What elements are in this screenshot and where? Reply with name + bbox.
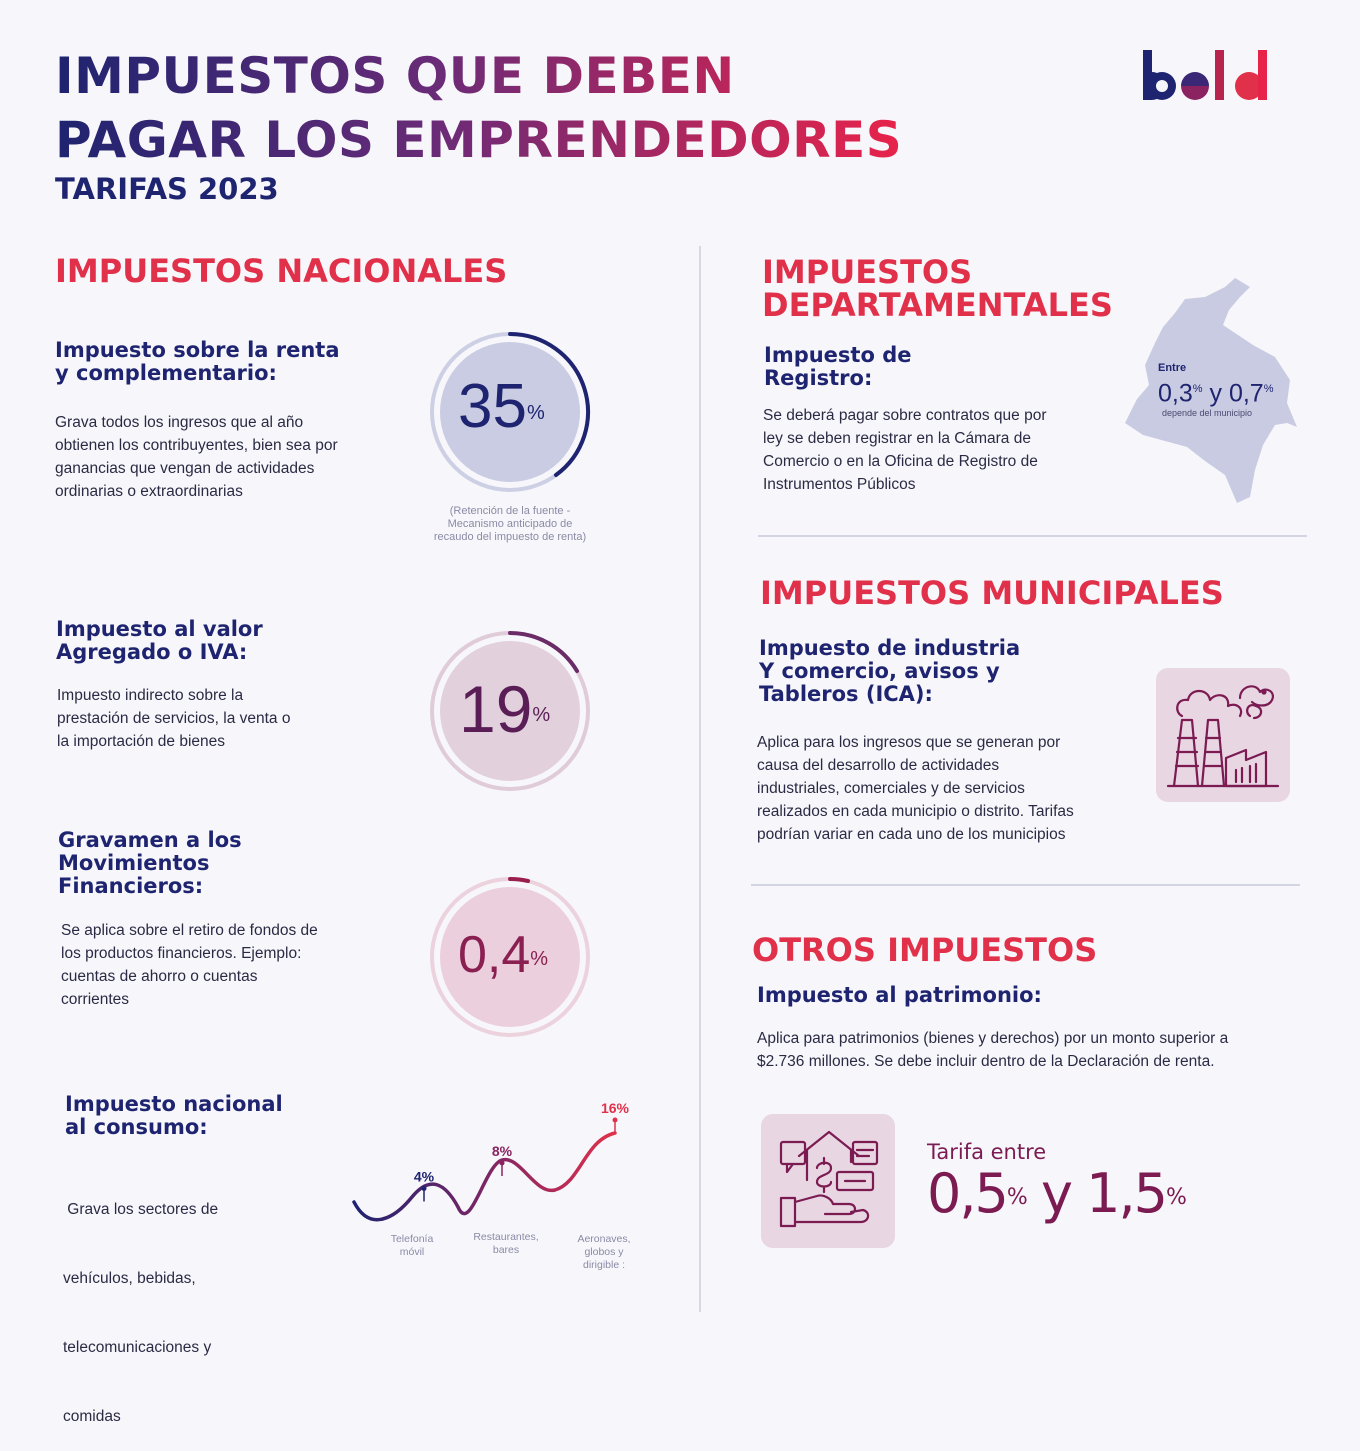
gmf-title-line3: Financieros: bbox=[58, 874, 204, 898]
renta-rate-value: 35 bbox=[458, 372, 527, 441]
chart-value-label: 4% bbox=[413, 1168, 435, 1185]
chart-category-label: globos y bbox=[584, 1246, 624, 1258]
chart-point bbox=[422, 1186, 427, 1191]
gmf-desc-line: cuentas de ahorro o cuentas bbox=[61, 968, 258, 985]
registro-desc-line: Instrumentos Públicos bbox=[763, 476, 916, 493]
section-heading-nacionales: IMPUESTOS NACIONALES bbox=[55, 252, 508, 290]
ica-title-line2: Y comercio, avisos y bbox=[759, 659, 1000, 683]
renta-title bbox=[55, 339, 340, 385]
chart-category-label: Restaurantes, bbox=[473, 1231, 539, 1243]
iva-rate bbox=[459, 672, 550, 746]
section-heading-otros: OTROS IMPUESTOS bbox=[752, 931, 1098, 969]
gmf-rate-pct: % bbox=[530, 948, 549, 970]
consumo-title bbox=[65, 1093, 283, 1139]
consumo-rate-chart bbox=[340, 1085, 660, 1280]
registro-rate-a: 0,3 bbox=[1158, 379, 1193, 408]
renta-note-line: Mecanismo anticipado de bbox=[447, 518, 573, 530]
page-subtitle: TARIFAS 2023 bbox=[55, 172, 279, 206]
iva-title-line2: Agregado o IVA: bbox=[56, 640, 248, 664]
consumo-desc-line: telecomunicaciones y bbox=[63, 1339, 212, 1356]
registro-rate-values bbox=[1158, 374, 1274, 408]
patrimonio-description bbox=[757, 1027, 1228, 1073]
section-heading-municipales: IMPUESTOS MUNICIPALES bbox=[760, 574, 1224, 612]
page-title-line1: IMPUESTOS QUE DEBEN bbox=[55, 44, 902, 108]
ica-desc-line: realizados en cada municipio o distrito. Tarifas bbox=[757, 803, 1074, 820]
registro-rate-b-pct: % bbox=[1263, 383, 1274, 395]
gmf-rate-value: 0,4 bbox=[458, 926, 531, 984]
iva-title-line1: Impuesto al valor bbox=[56, 617, 263, 641]
ica-title-line1: Impuesto de industria bbox=[759, 636, 1021, 660]
bold-logo bbox=[1143, 50, 1288, 102]
consumo-rate-line bbox=[354, 1133, 615, 1220]
consumo-title-line1: Impuesto nacional bbox=[65, 1092, 283, 1116]
gmf-rate bbox=[458, 924, 548, 986]
departamentales-heading-line1: IMPUESTOS bbox=[762, 253, 973, 291]
patrimonio-rate-y: y bbox=[1040, 1162, 1071, 1225]
column-divider bbox=[699, 246, 701, 1312]
patrimonio-desc-line: Aplica para patrimonios (bienes y derechos) por un monto superior a bbox=[757, 1030, 1229, 1047]
renta-desc-line: ordinarias o extraordinarias bbox=[55, 483, 243, 500]
patrimonio-rate-a-pct: % bbox=[1006, 1185, 1026, 1210]
chart-point bbox=[613, 1118, 618, 1123]
registro-rate-note: depende del municipio bbox=[1162, 408, 1253, 419]
patrimonio-rate-a: 0,5 bbox=[927, 1162, 1007, 1225]
gmf-title-line2: Movimientos bbox=[58, 851, 210, 875]
renta-title-line2: y complementario: bbox=[55, 361, 277, 385]
ica-desc-line: Aplica para los ingresos que se generan por bbox=[757, 734, 1061, 751]
registro-title bbox=[764, 344, 911, 390]
renta-note-line: (Retención de la fuente - bbox=[449, 505, 571, 517]
gmf-title-line1: Gravamen a los bbox=[58, 828, 242, 852]
consumo-desc-line: comidas bbox=[63, 1408, 121, 1425]
renta-desc-line: ganancias que vengan de actividades bbox=[55, 460, 315, 477]
iva-rate-value: 19 bbox=[459, 672, 533, 746]
factory-icon bbox=[1156, 668, 1290, 802]
iva-desc-line: la importación de bienes bbox=[57, 733, 226, 750]
ica-description bbox=[757, 731, 1074, 846]
registro-title-line1: Impuesto de bbox=[764, 343, 912, 367]
consumo-description bbox=[63, 1152, 218, 1451]
chart-category-label: bares bbox=[492, 1244, 520, 1256]
iva-desc-line: prestación de servicios, la venta o bbox=[57, 710, 291, 727]
patrimonio-rate-b: 1,5 bbox=[1086, 1162, 1166, 1225]
consumo-desc-line: vehículos, bebidas, bbox=[63, 1270, 196, 1287]
iva-desc-line: Impuesto indirecto sobre la bbox=[57, 687, 244, 704]
consumo-desc-line: Grava los sectores de bbox=[63, 1201, 219, 1218]
registro-desc-line: Se deberá pagar sobre contratos que por bbox=[763, 407, 1047, 424]
page-title-line2: PAGAR LOS EMPRENDEDORES bbox=[55, 108, 902, 172]
renta-desc-line: Grava todos los ingresos que al año bbox=[55, 414, 304, 431]
registro-rate bbox=[1158, 362, 1274, 418]
chart-value-label: 16% bbox=[600, 1100, 630, 1116]
chart-category-label: móvil bbox=[399, 1246, 425, 1258]
registro-description bbox=[763, 404, 1047, 496]
renta-note bbox=[415, 505, 605, 544]
ica-title-line3: Tableros (ICA): bbox=[759, 682, 933, 706]
iva-title bbox=[56, 618, 263, 664]
registro-rate-y: y bbox=[1209, 379, 1222, 408]
registro-rate-b: 0,7 bbox=[1228, 379, 1264, 408]
chart-category-label: Telefonía bbox=[390, 1233, 434, 1245]
divider-municipales bbox=[751, 884, 1300, 886]
gmf-desc-line: los productos financieros. Ejemplo: bbox=[61, 945, 302, 962]
patrimonio-rate-values bbox=[927, 1164, 1185, 1224]
registro-rate-entre: Entre bbox=[1158, 362, 1187, 374]
iva-description bbox=[57, 684, 290, 753]
gmf-description bbox=[61, 919, 318, 1011]
divider-departamentales bbox=[758, 535, 1307, 537]
renta-rate bbox=[458, 372, 545, 442]
renta-title-line1: Impuesto sobre la renta bbox=[55, 338, 340, 362]
renta-description bbox=[55, 411, 338, 503]
ica-title bbox=[759, 637, 1020, 706]
chart-value-label: 8% bbox=[491, 1143, 513, 1159]
section-heading-departamentales bbox=[762, 253, 1113, 324]
house-money-hand-icon bbox=[761, 1114, 895, 1248]
ica-desc-line: industriales, comerciales y de servicios bbox=[757, 780, 1025, 797]
registro-desc-line: Comercio o en la Oficina de Registro de bbox=[763, 453, 1038, 470]
patrimonio-rate bbox=[927, 1140, 1185, 1224]
renta-desc-line: obtienen los contribuyentes, bien sea por bbox=[55, 437, 338, 454]
chart-category-label: dirigible : bbox=[582, 1259, 626, 1271]
chart-point bbox=[500, 1161, 505, 1166]
patrimonio-title: Impuesto al patrimonio: bbox=[757, 983, 1042, 1007]
chart-category-label: Aeronaves, bbox=[577, 1233, 631, 1245]
registro-rate-a-pct: % bbox=[1192, 383, 1203, 395]
departamentales-heading-line2: DEPARTAMENTALES bbox=[762, 286, 1113, 324]
ica-desc-line: podrían variar en cada uno de los municipios bbox=[757, 826, 1066, 843]
consumo-title-line2: al consumo: bbox=[65, 1115, 208, 1139]
registro-title-line2: Registro: bbox=[764, 366, 873, 390]
gmf-desc-line: Se aplica sobre el retiro de fondos de bbox=[61, 922, 318, 939]
patrimonio-rate-b-pct: % bbox=[1166, 1185, 1185, 1210]
page-title bbox=[55, 44, 902, 172]
renta-rate-pct: % bbox=[526, 402, 545, 424]
gmf-desc-line: corrientes bbox=[61, 991, 130, 1008]
gmf-title bbox=[58, 829, 242, 898]
iva-rate-pct: % bbox=[532, 704, 551, 726]
patrimonio-desc-line: $2.736 millones. Se debe incluir dentro de la Declaración de renta. bbox=[757, 1053, 1215, 1070]
patrimonio-rate-label: Tarifa entre bbox=[927, 1140, 1047, 1164]
registro-desc-line: ley se deben registrar en la Cámara de bbox=[763, 430, 1031, 447]
renta-note-line: recaudo del impuesto de renta) bbox=[433, 531, 587, 543]
ica-desc-line: causa del desarrollo de actividades bbox=[757, 757, 1000, 774]
